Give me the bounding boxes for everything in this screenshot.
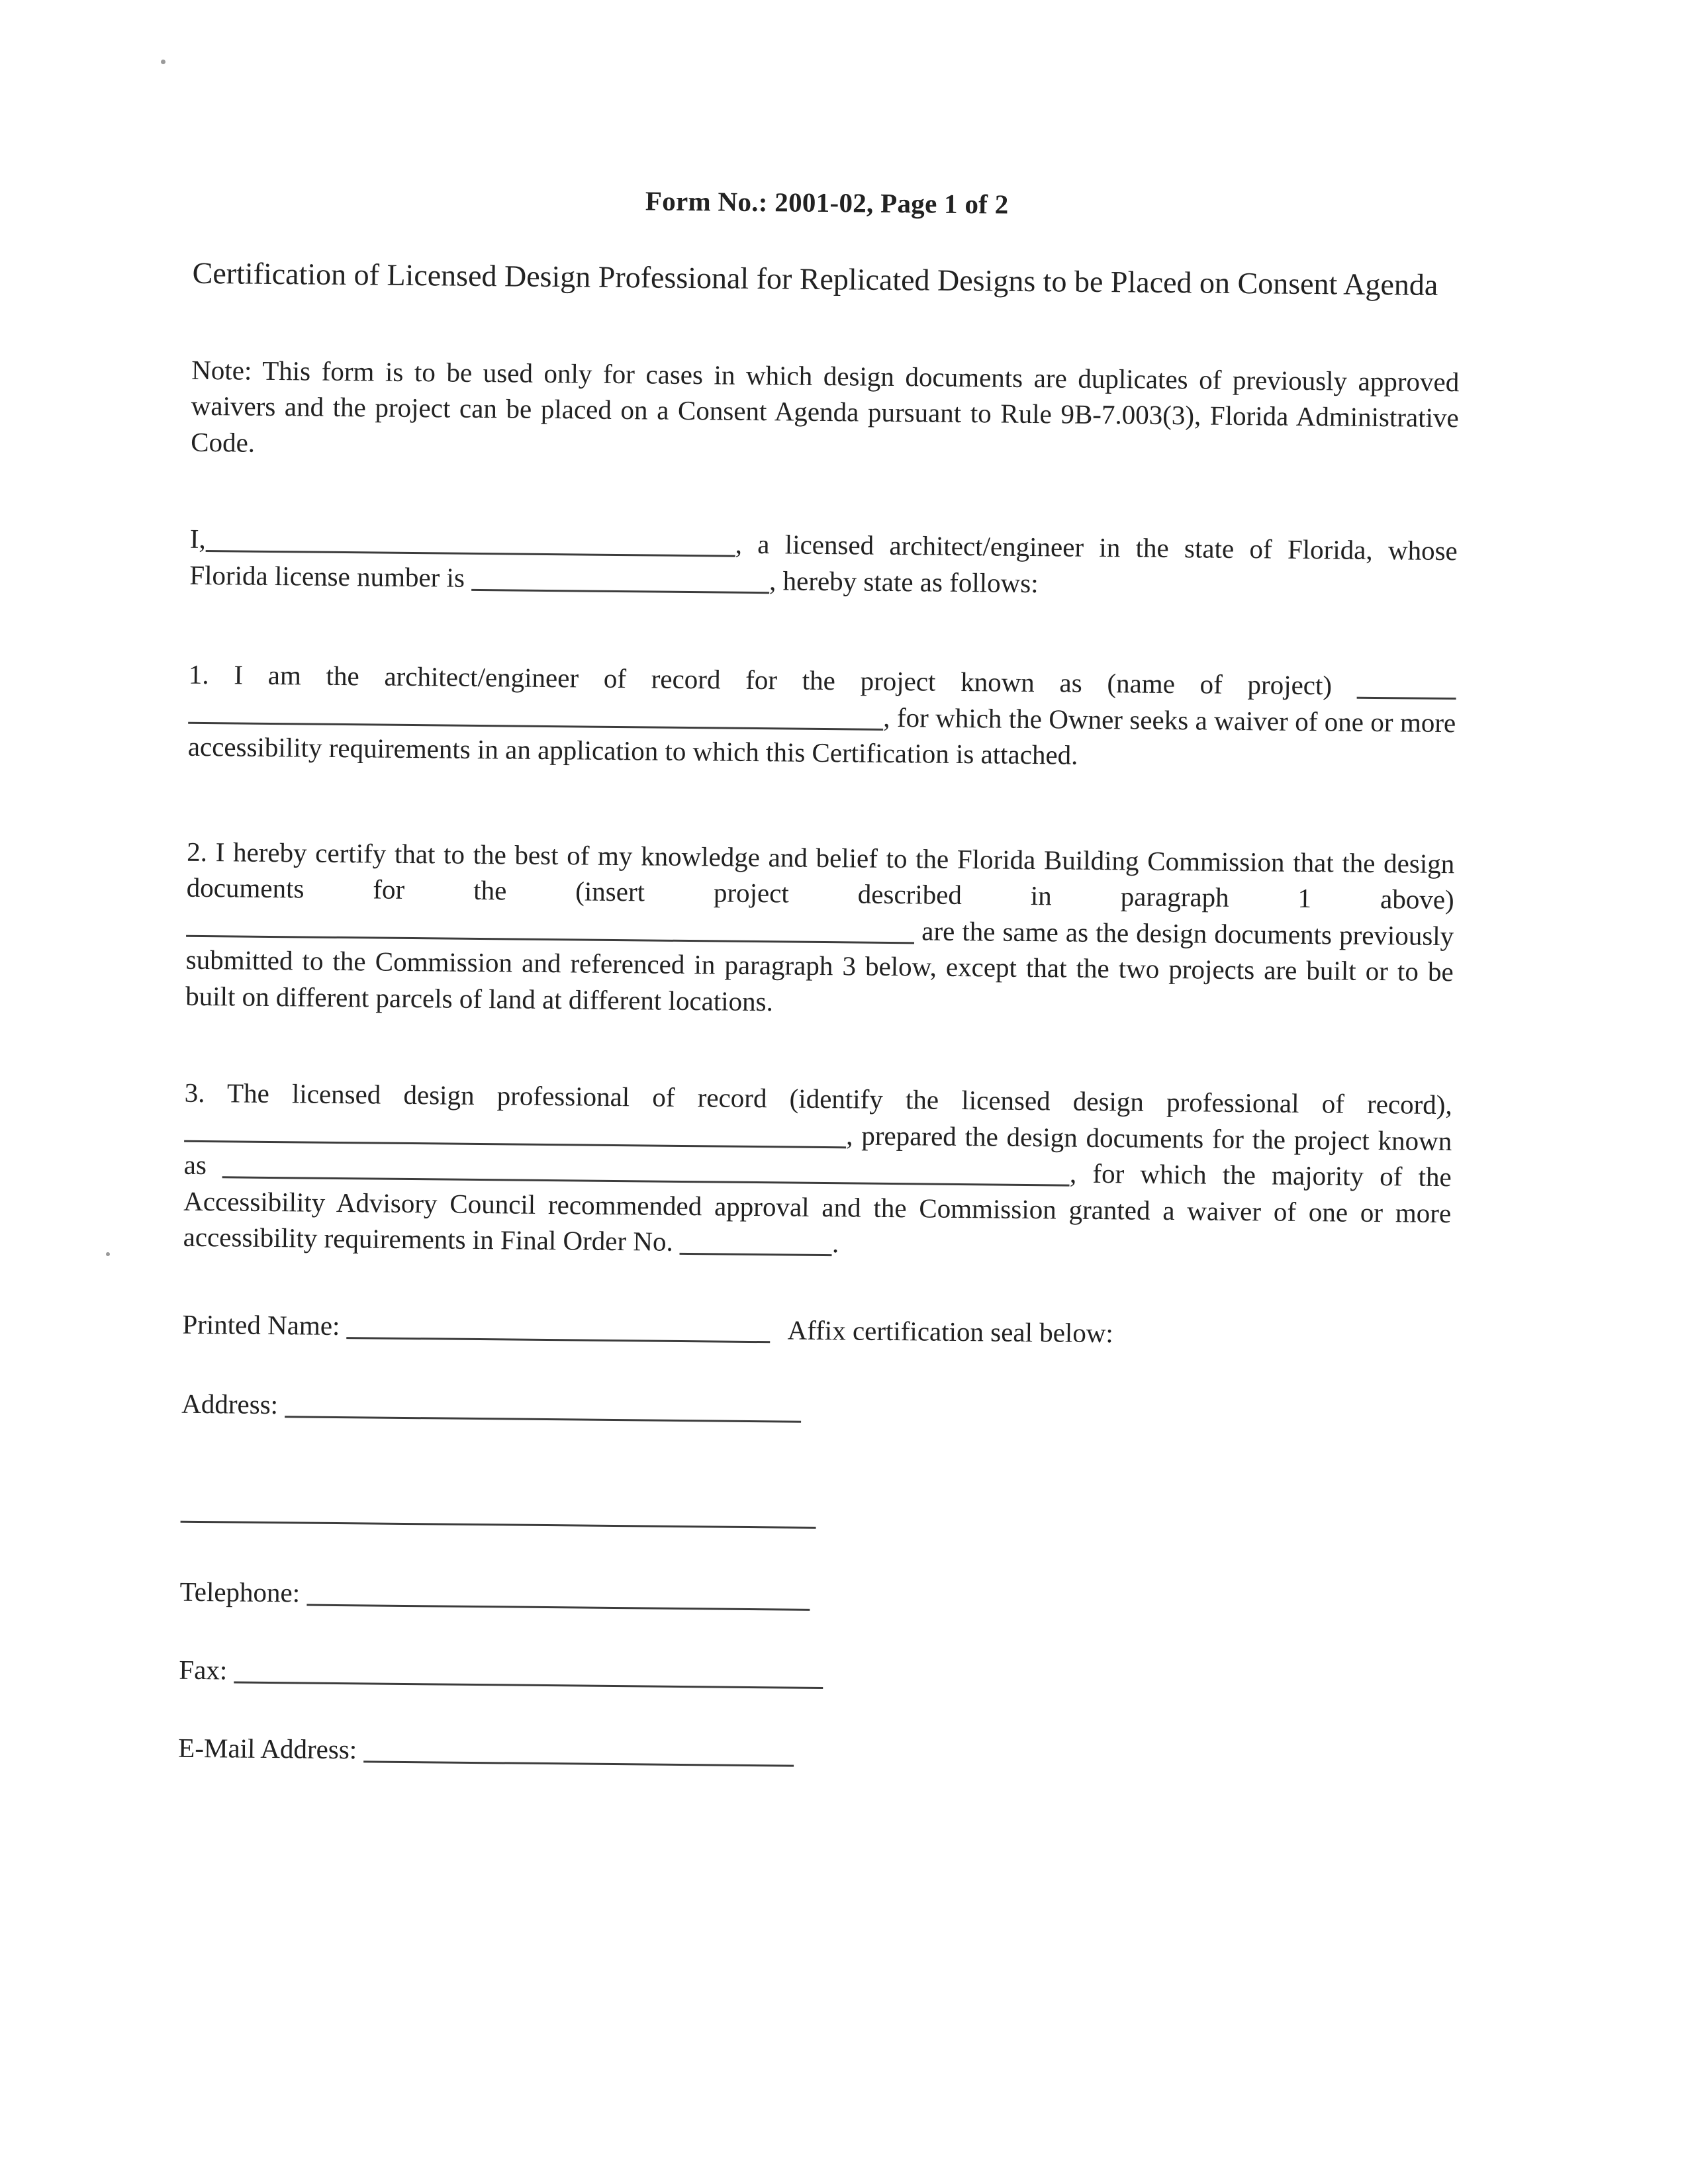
address-blank-1 (285, 1393, 801, 1422)
printed-name-blank (346, 1314, 770, 1343)
project-name-blank-3 (222, 1154, 1070, 1187)
p2-seg1: 2. I hereby certify that to the best of my knowledge and belief to the Florida Building Commission that the design documents for the (insert project described in paragraph 1 above) (186, 836, 1455, 915)
affix-seal-label: Affix certification seal below: (787, 1314, 1114, 1349)
design-professional-blank (184, 1118, 846, 1149)
name-blank (206, 527, 735, 557)
email-row (178, 1732, 1446, 1776)
address-blank-2 (181, 1498, 816, 1529)
fax-label: Fax: (179, 1654, 228, 1686)
form-number-header: Form No.: 2001-02, Page 1 of 2 (645, 185, 1009, 220)
paragraph-1 (188, 657, 1456, 777)
note-paragraph: Note: This form is to be used only for cases in which design documents are duplicates of previously approved waivers and the project can be placed on a Consent Agenda pursuant to Rule 9B-7.003(3), Florida Administrative Code. (191, 354, 1460, 458)
p3-seg2: , prepared the design documents for the (846, 1120, 1286, 1155)
intro-seg3: , hereby state as follows: (769, 565, 1039, 598)
fax-row (179, 1654, 1446, 1698)
project-name-blank-b (188, 700, 883, 731)
document-content (178, 181, 1461, 1776)
license-number-blank (471, 567, 769, 594)
p3-seg3: , for which the majority of the Accessibility Advisory Council recommended approval and the Commission granted a waiver of one or more accessibility requirements in Final Order No. (183, 1158, 1452, 1257)
address-row (181, 1388, 1449, 1432)
final-order-number-blank (680, 1230, 832, 1256)
address-row-2 (181, 1494, 1448, 1537)
email-blank (363, 1738, 794, 1766)
p2-seg2: are the same as the design documents previously submitted to the Commission and referenced in paragraph 3 below, except that the two projects are built or to be built on different parcels of land at different locations. (185, 915, 1454, 1017)
scan-speck (106, 1252, 110, 1256)
p3-seg4: . (831, 1228, 839, 1259)
telephone-row (179, 1576, 1447, 1619)
document-title: Certification of Licensed Design Professional for Replicated Designs to be Placed on Consent Agenda (192, 255, 1438, 302)
paragraph-2 (185, 834, 1455, 1026)
project-description-blank (186, 913, 914, 944)
p1-seg1: 1. I am the architect/engineer of record for the project known as (name of project) (188, 659, 1333, 701)
intro-seg2: , a licensed architect/engineer in the state of Florida, whose Florida license number is (189, 528, 1458, 593)
printed-name-row (182, 1308, 1450, 1352)
telephone-label: Telephone: (179, 1576, 301, 1608)
intro-paragraph (189, 521, 1458, 605)
printed-name-label: Printed Name: (182, 1308, 340, 1342)
scan-speck (161, 60, 165, 64)
email-label: E-Mail Address: (178, 1732, 357, 1765)
p3-seg2b: project known as (183, 1124, 1452, 1181)
p1-seg2: , for which the Owner seeks a waiver of one or more accessibility requirements in an application to which this Certification is attached. (187, 702, 1456, 771)
p3-seg1: 3. The licensed design professional of record (identify the licensed design professional of record), (184, 1077, 1452, 1120)
telephone-blank (306, 1582, 810, 1611)
paragraph-3 (183, 1075, 1452, 1267)
fax-blank (234, 1659, 823, 1690)
project-name-blank-a (1357, 674, 1456, 700)
intro-seg1: I, (189, 523, 206, 555)
address-label: Address: (181, 1388, 279, 1420)
